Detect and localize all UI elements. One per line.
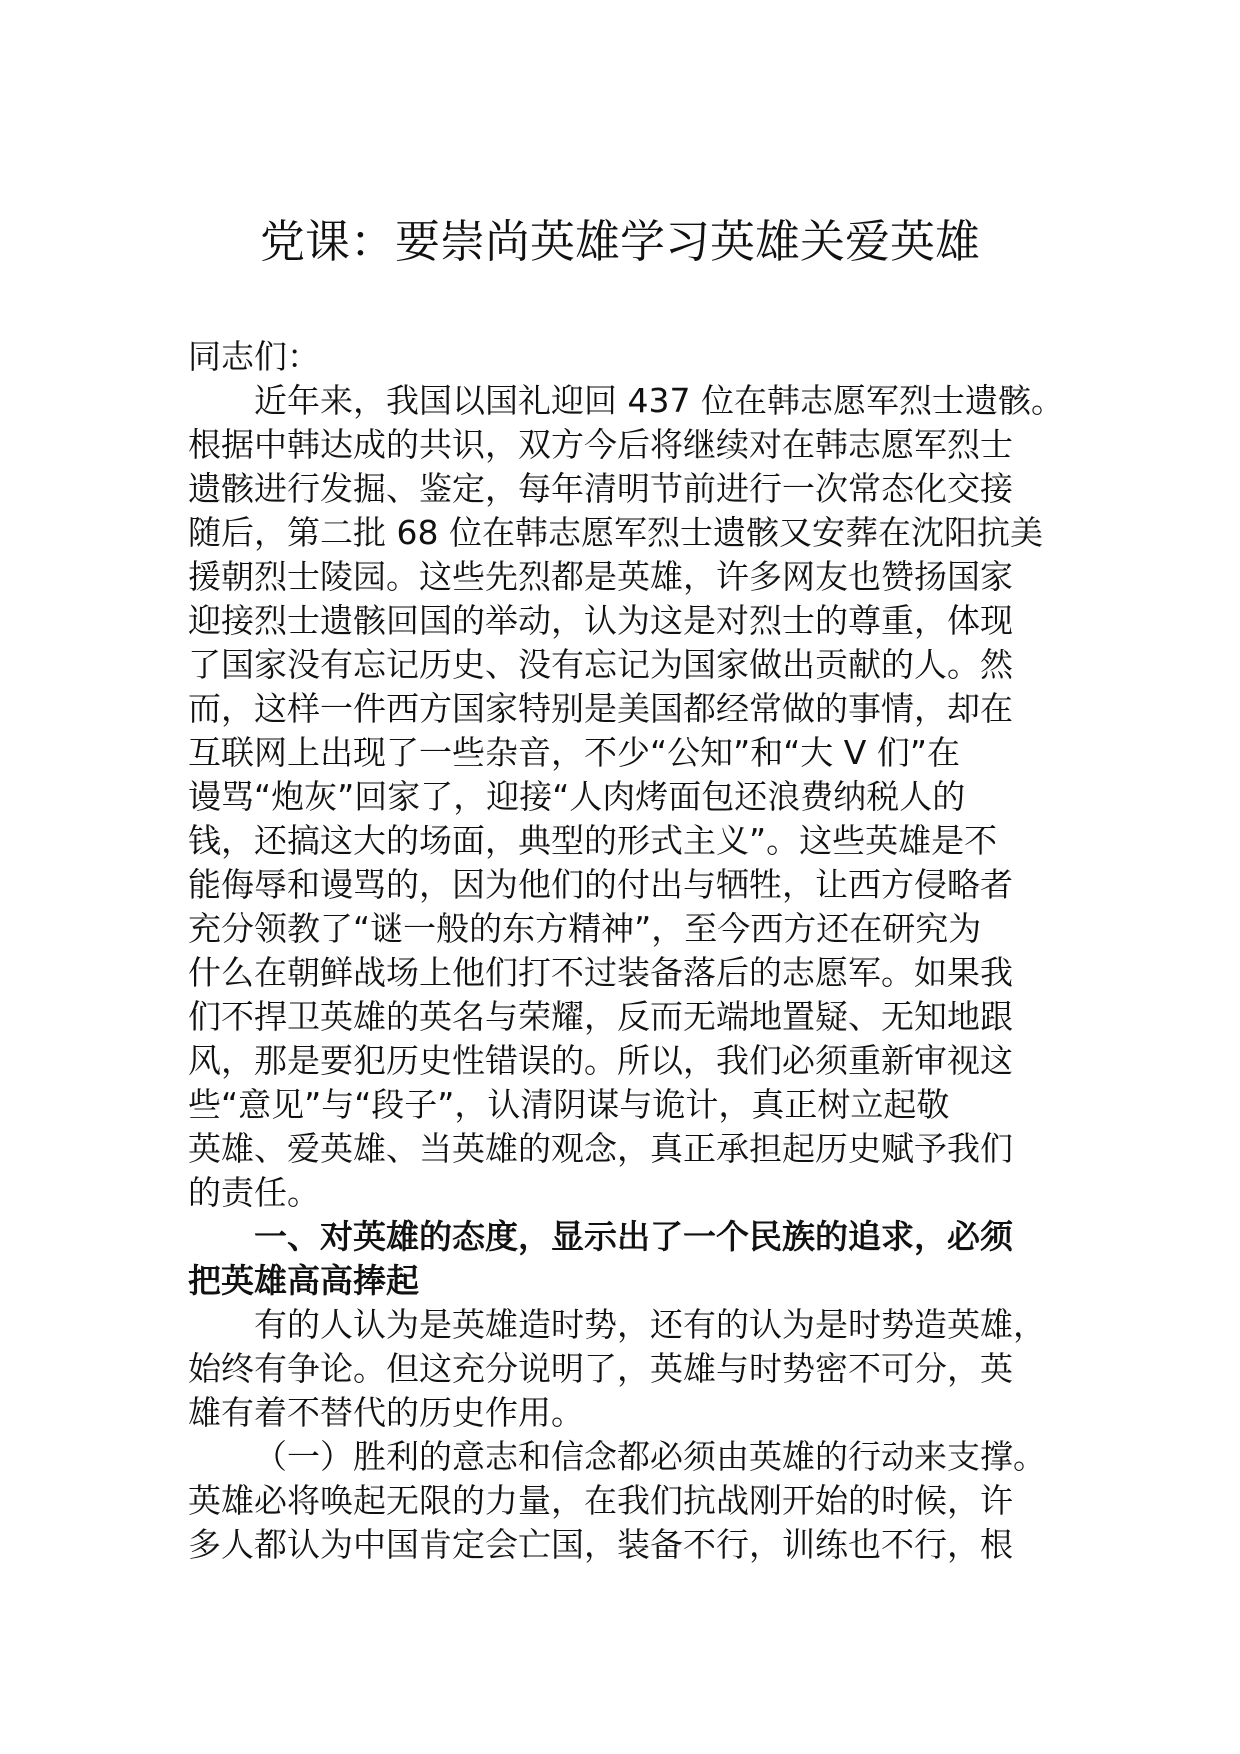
paragraph-line: 谩骂“炮灰”回家了，迎接“人肉烤面包还浪费纳税人的 [188,777,966,816]
paragraph-line: 互联网上出现了一些杂音，不少“公知”和“大 V 们”在 [188,733,960,772]
paragraph-line: 遗骸进行发掘、鉴定，每年清明节前进行一次常态化交接 [188,469,1013,508]
paragraph-line: 近年来，我国以国礼迎回 437 位在韩志愿军烈士遗骸。 [254,381,1064,420]
paragraph-line: （一）胜利的意志和信念都必须由英雄的行动来支撑。 [254,1437,1046,1476]
section-heading-line: 把英雄高高捧起 [188,1261,419,1300]
paragraph-line: 英雄、爱英雄、当英雄的观念，真正承担起历史赋予我们 [188,1129,1013,1168]
paragraph-line: 有的人认为是英雄造时势，还有的认为是时势造英雄， [254,1305,1046,1344]
paragraph-line: 迎接烈士遗骸回国的举动，认为这是对烈士的尊重，体现 [188,601,1013,640]
document-title: 党课：要崇尚英雄学习英雄关爱英雄 [259,215,980,268]
paragraph-line: 能侮辱和谩骂的，因为他们的付出与牺牲，让西方侵略者 [188,865,1013,904]
paragraph-line: 根据中韩达成的共识，双方今后将继续对在韩志愿军烈士 [188,425,1013,464]
paragraph-line: 充分领教了“谜一般的东方精神”，至今西方还在研究为 [188,909,982,948]
paragraph-line: 始终有争论。但这充分说明了，英雄与时势密不可分，英 [188,1349,1013,1388]
paragraph-line: 风，那是要犯历史性错误的。所以，我们必须重新审视这 [188,1041,1013,1080]
paragraph-line: 而，这样一件西方国家特别是美国都经常做的事情，却在 [188,689,1013,728]
document-body [188,335,1068,1567]
paragraph-line: 多人都认为中国肯定会亡国，装备不行，训练也不行，根 [188,1525,1013,1564]
paragraph-line: 随后，第二批 68 位在韩志愿军烈士遗骸又安葬在沈阳抗美 [188,513,1043,552]
paragraph-line: 援朝烈士陵园。这些先烈都是英雄，许多网友也赞扬国家 [188,557,1013,596]
paragraph-line: 英雄必将唤起无限的力量，在我们抗战刚开始的时候，许 [188,1481,1013,1520]
paragraph-line: 了国家没有忘记历史、没有忘记为国家做出贡献的人。然 [188,645,1013,684]
paragraph-line: 些“意见”与“段子”，认清阴谋与诡计，真正树立起敬 [188,1085,950,1124]
paragraph-line: 雄有着不替代的历史作用。 [188,1393,584,1432]
paragraph-line: 什么在朝鲜战场上他们打不过装备落后的志愿军。如果我 [188,953,1013,992]
paragraph-line: 同志们： [188,337,320,376]
paragraph-line: 的责任。 [188,1173,320,1212]
section-heading-line: 一、对英雄的态度，显示出了一个民族的追求，必须 [254,1217,1013,1256]
paragraph-line: 钱，还搞这大的场面，典型的形式主义”。这些英雄是不 [188,821,998,860]
paragraph-line: 们不捍卫英雄的英名与荣耀，反而无端地置疑、无知地跟 [188,997,1013,1036]
